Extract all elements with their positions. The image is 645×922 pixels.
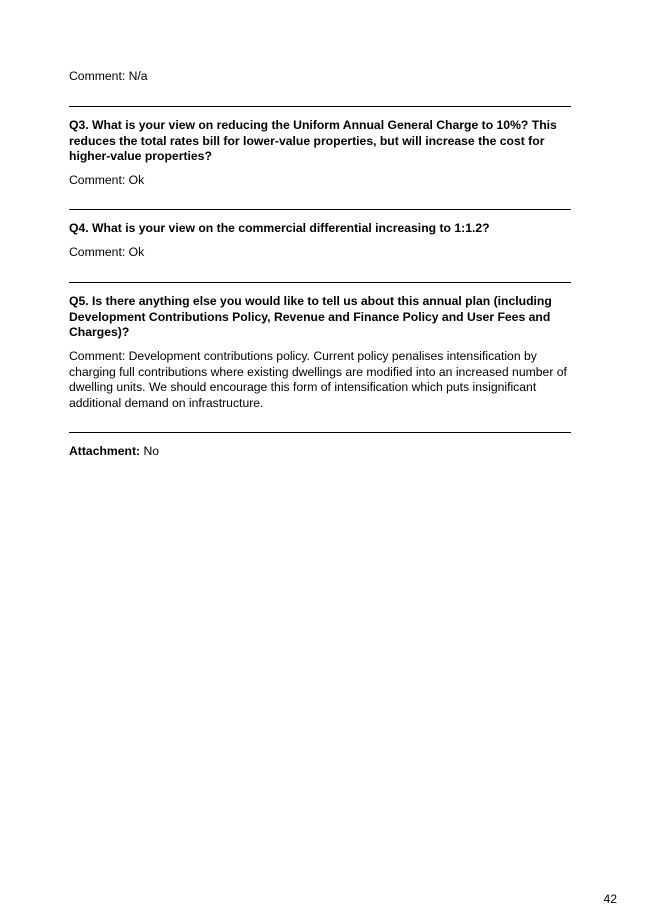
q5-comment (69, 349, 575, 411)
q3-comment (69, 173, 575, 189)
q4-question: Q4. What is your view on the commercial differential increasing to 1:1.2? (69, 221, 490, 235)
divider (69, 432, 575, 433)
q5-section (69, 294, 575, 341)
comment-label: Comment: (69, 173, 126, 187)
attachment-label: Attachment: (69, 444, 141, 458)
comment-label: Comment: (69, 349, 126, 363)
q3-section (69, 118, 575, 165)
page-number: 42 (603, 892, 617, 906)
comment-value: Development contributions policy. Current policy penalises intensification by charging full contributions where existing dwellings are modified into an increased number of dwelling units. We should encourage this form of intensification which puts insignificant additional demand on infrastructure. (69, 349, 567, 410)
q5-question: Q5. Is there anything else you would like to tell us about this annual plan (including Development Contributions Policy, Revenue and Finance Policy and User Fees and Charges)? (69, 294, 552, 340)
q3-question: Q3. What is your view on reducing the Uniform Annual General Charge to 10%? This reduces the total rates bill for lower-value properties, but will increase the cost for higher-value properties? (69, 118, 557, 164)
q4-comment (69, 245, 575, 261)
comment-label: Comment: (69, 245, 126, 259)
q4-section (69, 221, 575, 237)
q2-comment (69, 69, 575, 85)
comment-value: Ok (128, 245, 145, 259)
comment-value: N/a (128, 69, 148, 83)
attachment-value: No (143, 444, 160, 458)
comment-value: Ok (128, 173, 145, 187)
divider (69, 282, 575, 283)
attachment-row (69, 444, 575, 460)
divider (69, 209, 575, 210)
comment-label: Comment: (69, 69, 126, 83)
divider (69, 106, 575, 107)
